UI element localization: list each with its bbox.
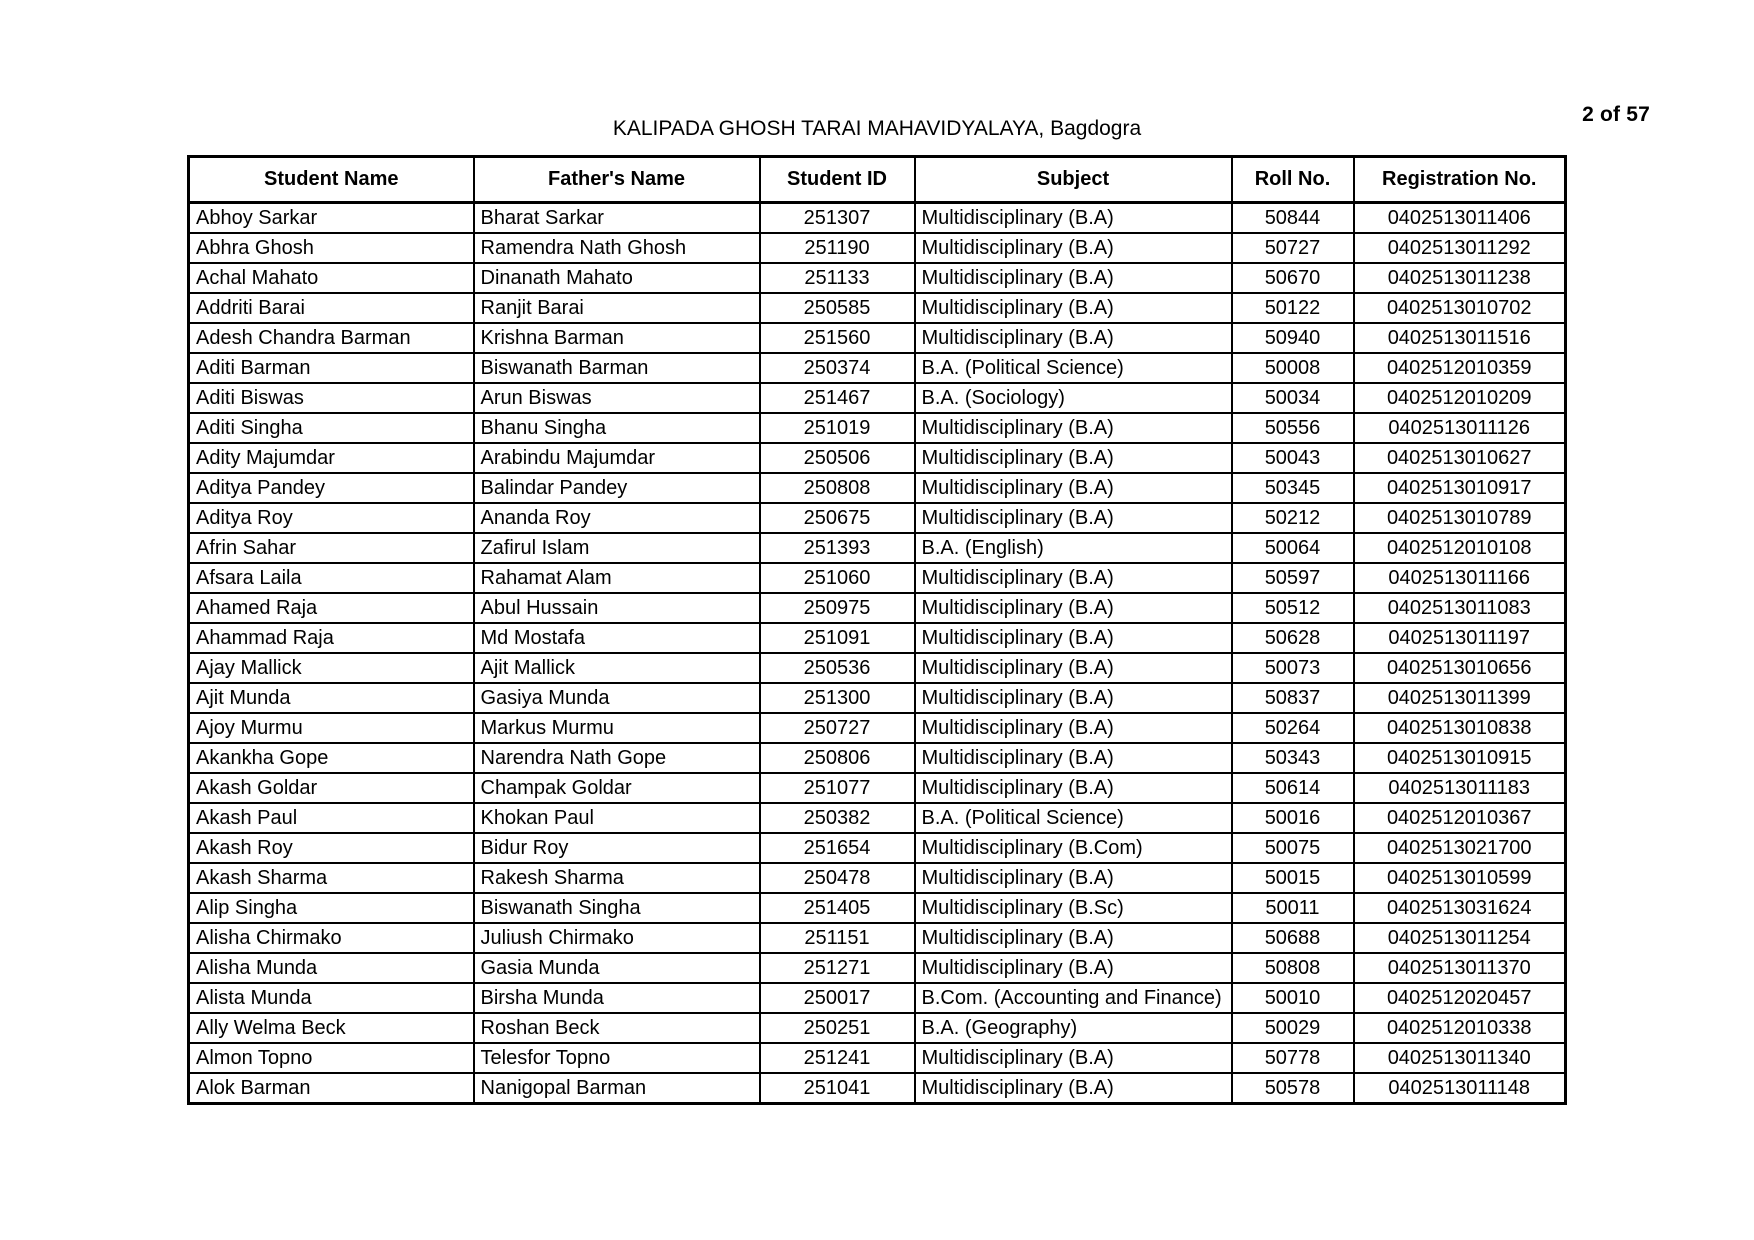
cell-student-id: 251019 [760,413,915,443]
cell-subject: B.A. (Geography) [915,1013,1232,1043]
cell-registration-no: 0402513011370 [1354,953,1566,983]
table-body [189,203,1566,1104]
cell-roll-no: 50122 [1232,293,1354,323]
table-row [189,983,1566,1013]
cell-registration-no: 0402513010838 [1354,713,1566,743]
cell-student-name: Abhoy Sarkar [189,203,474,234]
cell-student-name: Alip Singha [189,893,474,923]
cell-student-id: 250374 [760,353,915,383]
table-row [189,263,1566,293]
table-row [189,773,1566,803]
cell-father-s-name: Khokan Paul [474,803,760,833]
cell-student-name: Ahamed Raja [189,593,474,623]
cell-student-name: Aditi Biswas [189,383,474,413]
cell-father-s-name: Ranjit Barai [474,293,760,323]
cell-subject: B.A. (English) [915,533,1232,563]
cell-student-id: 251241 [760,1043,915,1073]
column-header-father-s-name: Father's Name [474,157,760,203]
cell-student-name: Aditi Singha [189,413,474,443]
cell-father-s-name: Biswanath Barman [474,353,760,383]
cell-roll-no: 50808 [1232,953,1354,983]
cell-father-s-name: Arabindu Majumdar [474,443,760,473]
cell-student-name: Aditya Roy [189,503,474,533]
cell-father-s-name: Bharat Sarkar [474,203,760,234]
table-row [189,803,1566,833]
cell-father-s-name: Roshan Beck [474,1013,760,1043]
cell-student-id: 250806 [760,743,915,773]
table-row [189,923,1566,953]
cell-student-id: 251077 [760,773,915,803]
student-table [187,155,1567,1105]
cell-student-id: 250808 [760,473,915,503]
cell-subject: Multidisciplinary (B.A) [915,443,1232,473]
cell-student-id: 251393 [760,533,915,563]
table-row [189,743,1566,773]
cell-subject: Multidisciplinary (B.A) [915,263,1232,293]
cell-student-name: Alisha Chirmako [189,923,474,953]
table-row [189,593,1566,623]
cell-roll-no: 50212 [1232,503,1354,533]
cell-student-id: 251091 [760,623,915,653]
cell-student-name: Ajoy Murmu [189,713,474,743]
cell-student-name: Alisha Munda [189,953,474,983]
cell-student-name: Akash Sharma [189,863,474,893]
cell-father-s-name: Arun Biswas [474,383,760,413]
table-row [189,953,1566,983]
table-row [189,683,1566,713]
cell-student-id: 251654 [760,833,915,863]
cell-registration-no: 0402513011406 [1354,203,1566,234]
cell-subject: Multidisciplinary (B.A) [915,623,1232,653]
cell-registration-no: 0402513010656 [1354,653,1566,683]
cell-student-name: Afsara Laila [189,563,474,593]
cell-student-id: 250585 [760,293,915,323]
cell-registration-no: 0402513011516 [1354,323,1566,353]
cell-registration-no: 0402513010915 [1354,743,1566,773]
cell-student-name: Ally Welma Beck [189,1013,474,1043]
cell-subject: Multidisciplinary (B.A) [915,503,1232,533]
cell-student-id: 251151 [760,923,915,953]
cell-registration-no: 0402513011340 [1354,1043,1566,1073]
table-row [189,533,1566,563]
cell-roll-no: 50343 [1232,743,1354,773]
column-header-roll-no: Roll No. [1232,157,1354,203]
cell-roll-no: 50597 [1232,563,1354,593]
cell-student-id: 250975 [760,593,915,623]
cell-student-name: Achal Mahato [189,263,474,293]
cell-student-id: 250675 [760,503,915,533]
table-row [189,413,1566,443]
cell-registration-no: 0402512010338 [1354,1013,1566,1043]
page-number: 2 of 57 [1582,103,1650,126]
page-title: KALIPADA GHOSH TARAI MAHAVIDYALAYA, Bagdogra [612,117,1142,140]
cell-roll-no: 50064 [1232,533,1354,563]
cell-registration-no: 0402512020457 [1354,983,1566,1013]
cell-subject: Multidisciplinary (B.A) [915,1043,1232,1073]
cell-subject: Multidisciplinary (B.A) [915,323,1232,353]
cell-subject: Multidisciplinary (B.A) [915,773,1232,803]
cell-subject: Multidisciplinary (B.A) [915,923,1232,953]
cell-student-name: Akash Paul [189,803,474,833]
table-row [189,563,1566,593]
table-row [189,473,1566,503]
cell-student-id: 251133 [760,263,915,293]
cell-father-s-name: Gasia Munda [474,953,760,983]
cell-subject: Multidisciplinary (B.Com) [915,833,1232,863]
cell-father-s-name: Narendra Nath Gope [474,743,760,773]
cell-student-name: Addriti Barai [189,293,474,323]
cell-roll-no: 50614 [1232,773,1354,803]
cell-subject: Multidisciplinary (B.A) [915,713,1232,743]
table-row [189,1043,1566,1073]
cell-student-name: Akash Goldar [189,773,474,803]
column-header-student-id: Student ID [760,157,915,203]
column-header-student-name: Student Name [189,157,474,203]
cell-father-s-name: Champak Goldar [474,773,760,803]
cell-father-s-name: Ramendra Nath Ghosh [474,233,760,263]
cell-student-id: 251300 [760,683,915,713]
cell-student-id: 250382 [760,803,915,833]
cell-student-name: Adity Majumdar [189,443,474,473]
cell-roll-no: 50670 [1232,263,1354,293]
cell-student-name: Abhra Ghosh [189,233,474,263]
cell-subject: Multidisciplinary (B.A) [915,563,1232,593]
table-row [189,1013,1566,1043]
cell-father-s-name: Balindar Pandey [474,473,760,503]
cell-student-id: 250017 [760,983,915,1013]
cell-student-id: 250478 [760,863,915,893]
cell-roll-no: 50844 [1232,203,1354,234]
cell-subject: Multidisciplinary (B.A) [915,293,1232,323]
cell-student-id: 250727 [760,713,915,743]
cell-registration-no: 0402513011292 [1354,233,1566,263]
cell-subject: Multidisciplinary (B.A) [915,953,1232,983]
cell-subject: Multidisciplinary (B.A) [915,743,1232,773]
table-row [189,833,1566,863]
cell-father-s-name: Rahamat Alam [474,563,760,593]
cell-father-s-name: Rakesh Sharma [474,863,760,893]
cell-student-id: 251560 [760,323,915,353]
cell-roll-no: 50264 [1232,713,1354,743]
table-row [189,503,1566,533]
cell-student-name: Akankha Gope [189,743,474,773]
cell-student-name: Almon Topno [189,1043,474,1073]
cell-father-s-name: Bhanu Singha [474,413,760,443]
table-row [189,293,1566,323]
cell-father-s-name: Md Mostafa [474,623,760,653]
cell-student-name: Ahammad Raja [189,623,474,653]
cell-roll-no: 50688 [1232,923,1354,953]
cell-subject: Multidisciplinary (B.A) [915,683,1232,713]
cell-father-s-name: Bidur Roy [474,833,760,863]
cell-student-id: 251190 [760,233,915,263]
cell-roll-no: 50837 [1232,683,1354,713]
table-row [189,353,1566,383]
cell-student-name: Adesh Chandra Barman [189,323,474,353]
cell-registration-no: 0402512010367 [1354,803,1566,833]
cell-roll-no: 50512 [1232,593,1354,623]
cell-subject: B.A. (Political Science) [915,803,1232,833]
cell-subject: B.A. (Sociology) [915,383,1232,413]
cell-roll-no: 50075 [1232,833,1354,863]
cell-registration-no: 0402513011254 [1354,923,1566,953]
cell-subject: B.Com. (Accounting and Finance) [915,983,1232,1013]
cell-roll-no: 50010 [1232,983,1354,1013]
cell-registration-no: 0402512010108 [1354,533,1566,563]
cell-registration-no: 0402513011183 [1354,773,1566,803]
cell-father-s-name: Gasiya Munda [474,683,760,713]
cell-roll-no: 50043 [1232,443,1354,473]
cell-roll-no: 50015 [1232,863,1354,893]
cell-student-name: Aditi Barman [189,353,474,383]
cell-father-s-name: Krishna Barman [474,323,760,353]
cell-student-id: 251041 [760,1073,915,1104]
cell-roll-no: 50029 [1232,1013,1354,1043]
cell-father-s-name: Markus Murmu [474,713,760,743]
cell-father-s-name: Biswanath Singha [474,893,760,923]
cell-student-id: 251060 [760,563,915,593]
cell-roll-no: 50073 [1232,653,1354,683]
table-row [189,713,1566,743]
cell-registration-no: 0402513011166 [1354,563,1566,593]
cell-student-id: 250506 [760,443,915,473]
cell-student-id: 251307 [760,203,915,234]
cell-father-s-name: Ajit Mallick [474,653,760,683]
cell-father-s-name: Abul Hussain [474,593,760,623]
table-row [189,623,1566,653]
cell-roll-no: 50628 [1232,623,1354,653]
cell-registration-no: 0402513010702 [1354,293,1566,323]
cell-registration-no: 0402513011238 [1354,263,1566,293]
cell-student-name: Alok Barman [189,1073,474,1104]
cell-registration-no: 0402513010917 [1354,473,1566,503]
cell-roll-no: 50578 [1232,1073,1354,1104]
table-row [189,323,1566,353]
cell-subject: Multidisciplinary (B.A) [915,593,1232,623]
table-row [189,203,1566,234]
table-row [189,1073,1566,1104]
cell-student-id: 251271 [760,953,915,983]
cell-registration-no: 0402513011083 [1354,593,1566,623]
column-header-registration-no: Registration No. [1354,157,1566,203]
table-row [189,863,1566,893]
cell-father-s-name: Telesfor Topno [474,1043,760,1073]
cell-registration-no: 0402513011197 [1354,623,1566,653]
cell-subject: Multidisciplinary (B.A) [915,233,1232,263]
cell-registration-no: 0402513031624 [1354,893,1566,923]
cell-father-s-name: Juliush Chirmako [474,923,760,953]
cell-student-name: Aditya Pandey [189,473,474,503]
cell-roll-no: 50727 [1232,233,1354,263]
cell-student-name: Ajay Mallick [189,653,474,683]
cell-father-s-name: Zafirul Islam [474,533,760,563]
cell-registration-no: 0402512010209 [1354,383,1566,413]
cell-subject: Multidisciplinary (B.A) [915,653,1232,683]
table-row [189,443,1566,473]
cell-student-name: Afrin Sahar [189,533,474,563]
cell-subject: Multidisciplinary (B.Sc) [915,893,1232,923]
cell-student-id: 251405 [760,893,915,923]
cell-roll-no: 50940 [1232,323,1354,353]
cell-roll-no: 50016 [1232,803,1354,833]
cell-roll-no: 50034 [1232,383,1354,413]
cell-registration-no: 0402513011399 [1354,683,1566,713]
cell-father-s-name: Ananda Roy [474,503,760,533]
cell-roll-no: 50008 [1232,353,1354,383]
cell-roll-no: 50778 [1232,1043,1354,1073]
cell-student-name: Alista Munda [189,983,474,1013]
cell-registration-no: 0402513021700 [1354,833,1566,863]
cell-subject: Multidisciplinary (B.A) [915,1073,1232,1104]
header-row [189,157,1566,203]
cell-registration-no: 0402513011126 [1354,413,1566,443]
cell-roll-no: 50345 [1232,473,1354,503]
cell-registration-no: 0402513011148 [1354,1073,1566,1104]
cell-father-s-name: Dinanath Mahato [474,263,760,293]
cell-student-name: Akash Roy [189,833,474,863]
cell-student-id: 250251 [760,1013,915,1043]
cell-student-name: Ajit Munda [189,683,474,713]
student-table-container [0,155,1754,1105]
cell-registration-no: 0402513010789 [1354,503,1566,533]
cell-registration-no: 0402512010359 [1354,353,1566,383]
table-row [189,893,1566,923]
table-row [189,383,1566,413]
cell-roll-no: 50011 [1232,893,1354,923]
cell-subject: Multidisciplinary (B.A) [915,413,1232,443]
cell-registration-no: 0402513010627 [1354,443,1566,473]
table-row [189,233,1566,263]
table-row [189,653,1566,683]
cell-father-s-name: Birsha Munda [474,983,760,1013]
cell-father-s-name: Nanigopal Barman [474,1073,760,1104]
cell-subject: Multidisciplinary (B.A) [915,473,1232,503]
cell-subject: Multidisciplinary (B.A) [915,863,1232,893]
cell-student-id: 251467 [760,383,915,413]
column-header-subject: Subject [915,157,1232,203]
cell-subject: Multidisciplinary (B.A) [915,203,1232,234]
cell-student-id: 250536 [760,653,915,683]
cell-registration-no: 0402513010599 [1354,863,1566,893]
cell-roll-no: 50556 [1232,413,1354,443]
cell-subject: B.A. (Political Science) [915,353,1232,383]
